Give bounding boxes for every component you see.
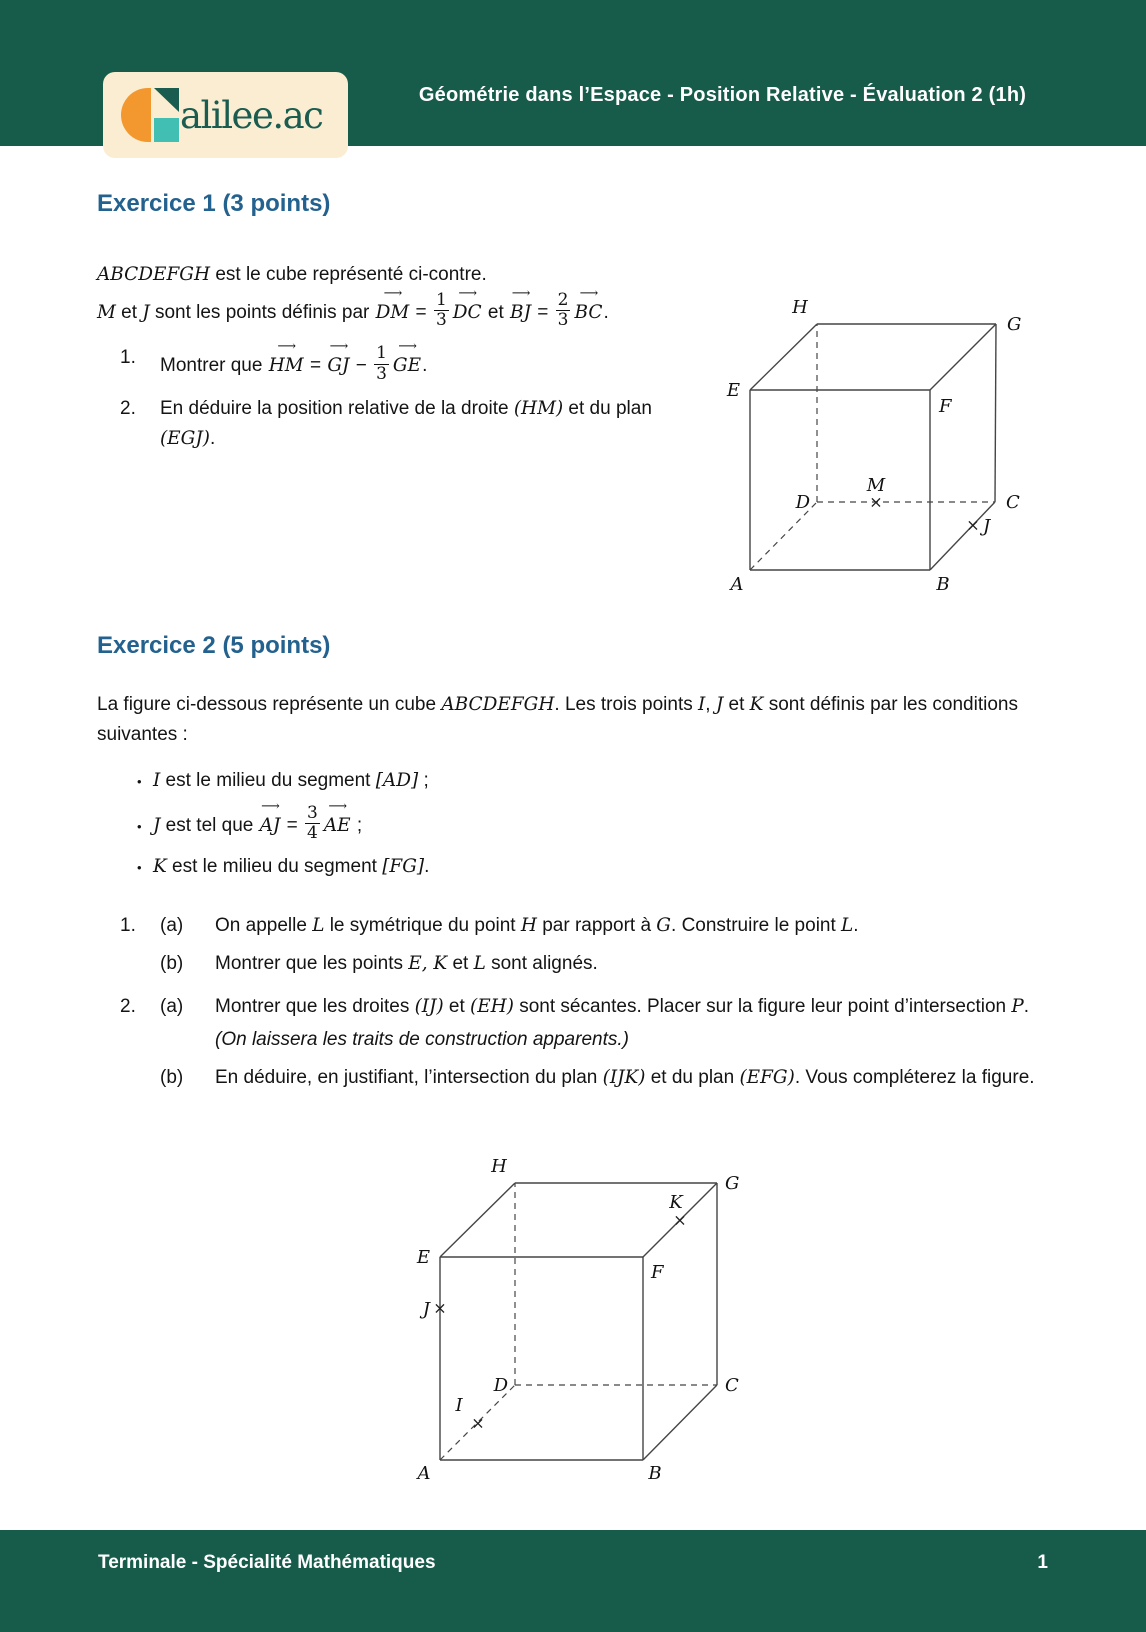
bullet-item: [97, 803, 1063, 846]
cube-edge: [930, 324, 996, 390]
exercise2-body: [97, 690, 1063, 1094]
fraction: $\frac{1}{3}$: [435, 289, 447, 331]
list-item: [97, 394, 675, 454]
vertex-label: H: [792, 297, 808, 318]
vector-notation: ⟶ BJ: [510, 290, 531, 322]
exercise1-intro-line1: ABCDEFGH est le cube représenté ci-contre.: [97, 264, 487, 285]
point-label: M: [866, 475, 886, 496]
vector-notation: ⟶ BC: [574, 290, 602, 322]
logo-square-shape: [154, 118, 179, 142]
vector-notation: ⟶ AE: [324, 803, 351, 835]
exercise2-heading: Exercice 2 (5 points): [97, 632, 331, 659]
logo-half-disc-shape: [121, 88, 151, 142]
document-title: Géométrie dans l’Espace - Position Relative - Évaluation 2 (1h): [418, 84, 1027, 106]
cube-figure-exercise2: [392, 1104, 812, 1494]
footer-page-number: 1: [1037, 1552, 1048, 1573]
question-sub-label: (a): [160, 915, 184, 937]
exercise1-heading: Exercice 1 (3 points): [97, 190, 331, 217]
vertex-label: B: [936, 574, 950, 595]
vertex-label: B: [648, 1463, 662, 1484]
question-sub-label: (b): [160, 1067, 184, 1089]
question-number: [120, 947, 160, 980]
fraction: $\frac{3}{4}$: [306, 802, 318, 844]
exercise2-bullet-list: [97, 766, 1063, 883]
point-label: I: [455, 1395, 463, 1416]
vertex-label: G: [1007, 314, 1022, 335]
list-item-text: En déduire la position relative de la droite (HM) et du plan (EGJ).: [160, 398, 652, 450]
exercise2-question-list: [97, 909, 1063, 1094]
cube-figure-exercise1: [690, 272, 1110, 607]
vertex-label: H: [491, 1156, 507, 1177]
exercise1-intro-line2: M et J sont les points définis par ⟶ DM = $\frac{1}{3}$ ⟶ DC et ⟶ BJ = $\frac{2}{3}$ ⟶ BC.: [97, 290, 675, 333]
vertex-label: D: [795, 492, 810, 513]
question-number: 1.: [120, 915, 136, 937]
bullet-item: [97, 852, 1063, 883]
point-cross-mark: ×: [433, 1298, 447, 1318]
page-footer: [0, 1530, 1146, 1632]
point-cross-mark: ×: [471, 1413, 485, 1433]
point-label: K: [669, 1192, 683, 1213]
bullet-text: K est le milieu du segment [FG].: [153, 856, 430, 878]
logo-g-icon: [121, 88, 179, 142]
logo-text: alilee.ac: [180, 93, 323, 137]
vertex-label: A: [730, 574, 744, 595]
question-item: [97, 947, 1063, 980]
bullet-text: J est tel que ⟶ AJ = $\frac{3}{4}$ ⟶ AE ;: [153, 803, 362, 846]
point-cross-mark: ×: [966, 515, 980, 535]
question-text: En déduire, en justifiant, l’intersection du plan (IJK) et du plan (EFG). Vous compléterez la figure.: [215, 1067, 1035, 1089]
bullet-icon: [137, 812, 153, 842]
question-text: Montrer que les droites (IJ) et (EH) sont sécantes. Placer sur la figure leur point d’intersection P. (On laissera les traits de construction apparents.): [215, 996, 1030, 1051]
vertex-label: F: [651, 1262, 664, 1283]
question-item: [97, 909, 1063, 942]
list-item-text: Montrer que ⟶ HM = ⟶ GJ − $\frac{1}{3}$ ⟶ GE.: [160, 343, 675, 386]
vector-notation: ⟶ GJ: [327, 343, 349, 375]
question-item: [97, 990, 1063, 1056]
vector-notation: ⟶ DM: [376, 290, 410, 322]
exercise1-body: [97, 260, 675, 454]
point-label: J: [422, 1299, 430, 1320]
bullet-icon: [137, 853, 153, 883]
bullet-icon: [137, 767, 153, 797]
bullet-item: [97, 766, 1063, 797]
vector-notation: ⟶ GE: [393, 343, 421, 375]
question-sub-label: (b): [160, 953, 184, 975]
vertex-label: G: [725, 1173, 740, 1194]
cube-edge: [643, 1385, 717, 1460]
point-cross-mark: ×: [869, 492, 883, 512]
exercise1-list: [97, 343, 675, 454]
cube-edge: [440, 1183, 515, 1257]
logo-triangle-shape: [154, 88, 179, 112]
fraction: $\frac{2}{3}$: [557, 289, 569, 331]
vertex-label: A: [417, 1463, 431, 1484]
point-cross-mark: ×: [673, 1210, 687, 1230]
list-item: [97, 343, 675, 386]
vertex-label: E: [416, 1247, 430, 1268]
vector-notation: ⟶ DC: [453, 290, 482, 322]
cube-edge: [750, 324, 817, 390]
list-item-number: 1.: [120, 347, 136, 369]
question-text: Montrer que les points E, K et L sont alignés.: [215, 953, 598, 975]
question-item: [97, 1061, 1063, 1094]
question-number: [120, 1061, 160, 1094]
cube-edge: [995, 324, 996, 502]
vertex-label: D: [493, 1375, 508, 1396]
question-text: On appelle L le symétrique du point H par rapport à G. Construire le point L.: [215, 915, 859, 937]
vertex-label: E: [726, 380, 740, 401]
logo: [103, 72, 348, 158]
point-label: J: [983, 516, 991, 537]
question-number: 2.: [120, 996, 136, 1018]
list-item-number: 2.: [120, 398, 136, 420]
bullet-text: I est le milieu du segment [AD] ;: [153, 770, 429, 791]
footer-course-label: Terminale - Spécialité Mathématiques: [98, 1552, 436, 1573]
vector-notation: ⟶ AJ: [260, 803, 281, 835]
vertex-label: C: [1006, 492, 1020, 513]
question-sub-label: (a): [160, 996, 184, 1018]
fraction: $\frac{1}{3}$: [376, 342, 387, 384]
exercise2-intro: La figure ci-dessous représente un cube ABCDEFGH. Les trois points I, J et K sont définis par les conditions suivantes :: [97, 694, 1018, 745]
vertex-label: F: [939, 396, 952, 417]
vector-notation: ⟶ HM: [269, 343, 304, 375]
vertex-label: C: [725, 1375, 739, 1396]
